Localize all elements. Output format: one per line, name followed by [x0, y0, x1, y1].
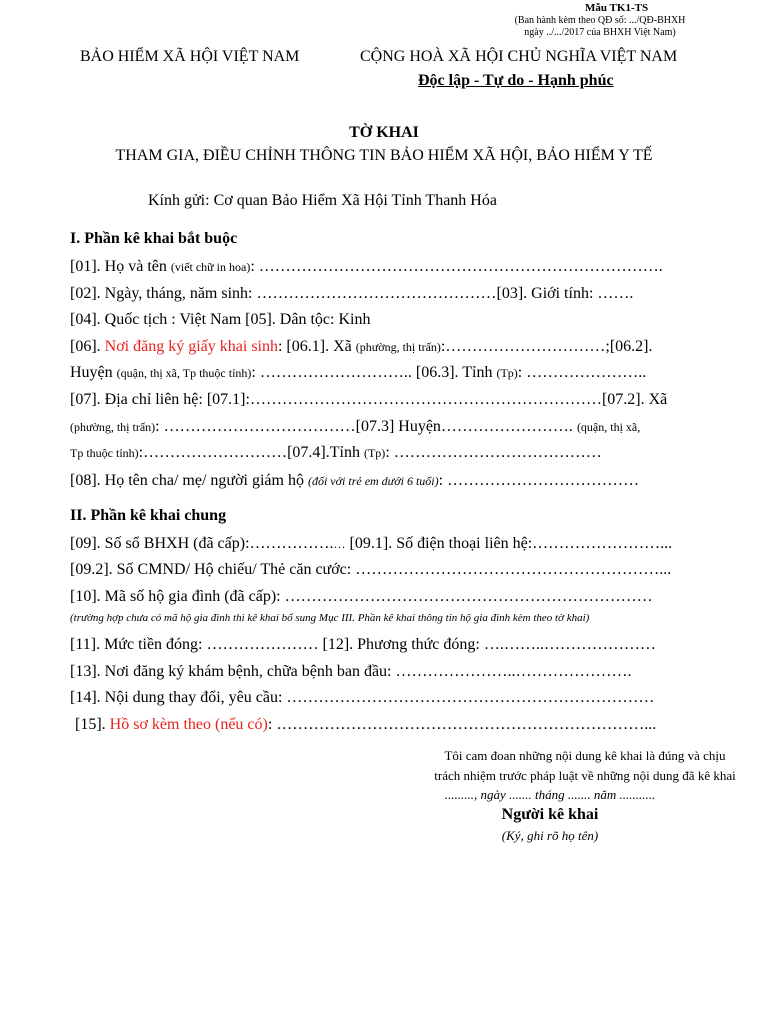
field-07-blank-2: :………………………[07.4].Tỉnh	[138, 444, 360, 461]
field-01-hint: (viết chữ in hoa)	[170, 260, 251, 274]
field-07-blank-3: : …………………………………	[385, 444, 602, 461]
field-01	[70, 258, 663, 276]
field-11: [11]. Mức tiền đóng: ………………… [12]. Phương thức đóng: ….……..…………………	[70, 636, 656, 653]
field-07-hint-3: Tp thuộc tỉnh)	[70, 446, 139, 460]
field-06-district: Huyện	[70, 364, 113, 381]
field-14: [14]. Nội dung thay đổi, yêu cầu: ……………………………………………………………	[70, 689, 655, 706]
field-08	[70, 472, 639, 490]
field-06-code: [06].	[70, 338, 101, 355]
field-06	[70, 338, 652, 356]
document-subtitle: THAM GIA, ĐIỀU CHỈNH THÔNG TIN BẢO HIỂM XÃ HỘI, BẢO HIỂM Y TẾ	[115, 147, 653, 164]
field-09-label: [09]. Số sổ BHXH (đã cấp):…………….	[70, 535, 334, 552]
motto: Độc lập - Tự do - Hạnh phúc	[418, 72, 614, 89]
field-06-commune: : [06.1]. Xã	[277, 338, 352, 355]
field-15-code: [15].	[75, 716, 106, 733]
field-15	[75, 716, 656, 734]
field-07-hint-2: (quận, thị xã,	[576, 420, 641, 434]
recipient-line: Kính gửi: Cơ quan Bảo Hiểm Xã Hội Tỉnh Thanh Hóa	[148, 192, 497, 209]
section-1-heading: I. Phần kê khai bắt buộc	[70, 230, 238, 247]
section-2-heading: II. Phần kê khai chung	[70, 507, 227, 524]
form-note-1: (Ban hành kèm theo QĐ số: .../QĐ-BHXH	[514, 15, 686, 26]
field-10: [10]. Mã số hộ gia đình (đã cấp): ……………………………………………………………	[70, 588, 653, 605]
signer-note: (Ký, ghi rõ họ tên)	[501, 828, 599, 843]
declaration-line-1: Tôi cam đoan những nội dung kê khai là đúng và chịu	[444, 748, 726, 763]
field-10-note: (trường hợp chưa có mã hộ gia đình thì kê khai bổ sung Mục III. Phần kê khai thông tin hộ gia đình kèm theo tờ khai)	[70, 612, 590, 624]
field-08-blank: : ………………………………	[438, 472, 640, 489]
declaration-date: ........., ngày ....... tháng ....... năm ...........	[444, 787, 656, 802]
field-13: [13]. Nơi đăng ký khám bệnh, chữa bệnh ban đầu: …………………..………………….	[70, 663, 632, 680]
field-06-hint-2: (quận, thị xã, Tp thuộc tỉnh)	[116, 366, 252, 380]
field-06-hint-3: (Tp)	[496, 366, 518, 380]
field-06-blank-2: : ……………………….. [06.3]. Tỉnh	[251, 364, 493, 381]
field-08-label: [08]. Họ tên cha/ mẹ/ người giám hộ	[70, 472, 304, 489]
field-04: [04]. Quốc tịch : Việt Nam [05]. Dân tộc: Kinh	[70, 311, 371, 328]
field-07-line-3	[70, 444, 602, 462]
document-title: TỜ KHAI	[349, 124, 419, 141]
field-09-dots-small: …	[333, 537, 346, 551]
field-07-hint-4: (Tp)	[363, 446, 386, 460]
field-07-line-2	[70, 418, 640, 436]
field-15-blank: : ……………………………………………………………...	[267, 716, 657, 733]
field-09-1-label: [09.1]. Số điện thoại liên hệ:……………………...	[345, 535, 673, 552]
field-06-blank-1: :…………………………;[06.2].	[440, 338, 653, 355]
republic-name: CỘNG HOÀ XÃ HỘI CHỦ NGHĨA VIỆT NAM	[360, 48, 678, 65]
field-06-label: Nơi đăng ký giấy khai sinh	[104, 338, 278, 355]
field-09-2: [09.2]. Số CMND/ Hộ chiếu/ Thẻ căn cước: …………………………………………………...	[70, 561, 672, 578]
signer-title: Người kê khai	[501, 806, 599, 823]
field-01-blank: : ………………………………………………………………….	[250, 258, 663, 275]
agency-name: BẢO HIỂM XÃ HỘI VIỆT NAM	[80, 48, 300, 65]
field-06-blank-3: : …………………..	[517, 364, 647, 381]
field-01-label: [01]. Họ và tên	[70, 258, 167, 275]
field-15-label: Hồ sơ kèm theo (nếu có)	[109, 716, 268, 733]
field-07-blank-1: : ………………………………[07.3] Huyện…………………….	[155, 418, 573, 435]
field-09	[70, 535, 672, 553]
field-07-hint-1: (phường, thị trấn)	[70, 420, 156, 434]
field-08-hint: (đối với trẻ em dưới 6 tuổi)	[307, 474, 439, 488]
form-note-2: ngày ../.../2017 của BHXH Việt Nam)	[524, 27, 676, 38]
field-06-hint-1: (phường, thị trấn)	[355, 340, 441, 354]
field-07: [07]. Địa chỉ liên hệ: [07.1]:…………………………………………………………[07.2]. Xã	[70, 391, 668, 408]
form-code: Mẫu TK1-TS	[585, 2, 649, 14]
field-06-line-2	[70, 364, 646, 382]
declaration-line-2: trách nhiệm trước pháp luật về những nội dung đã kê khai	[434, 768, 736, 783]
field-02: [02]. Ngày, tháng, năm sinh: ………………………………………[03]. Giới tính: …….	[70, 285, 634, 302]
